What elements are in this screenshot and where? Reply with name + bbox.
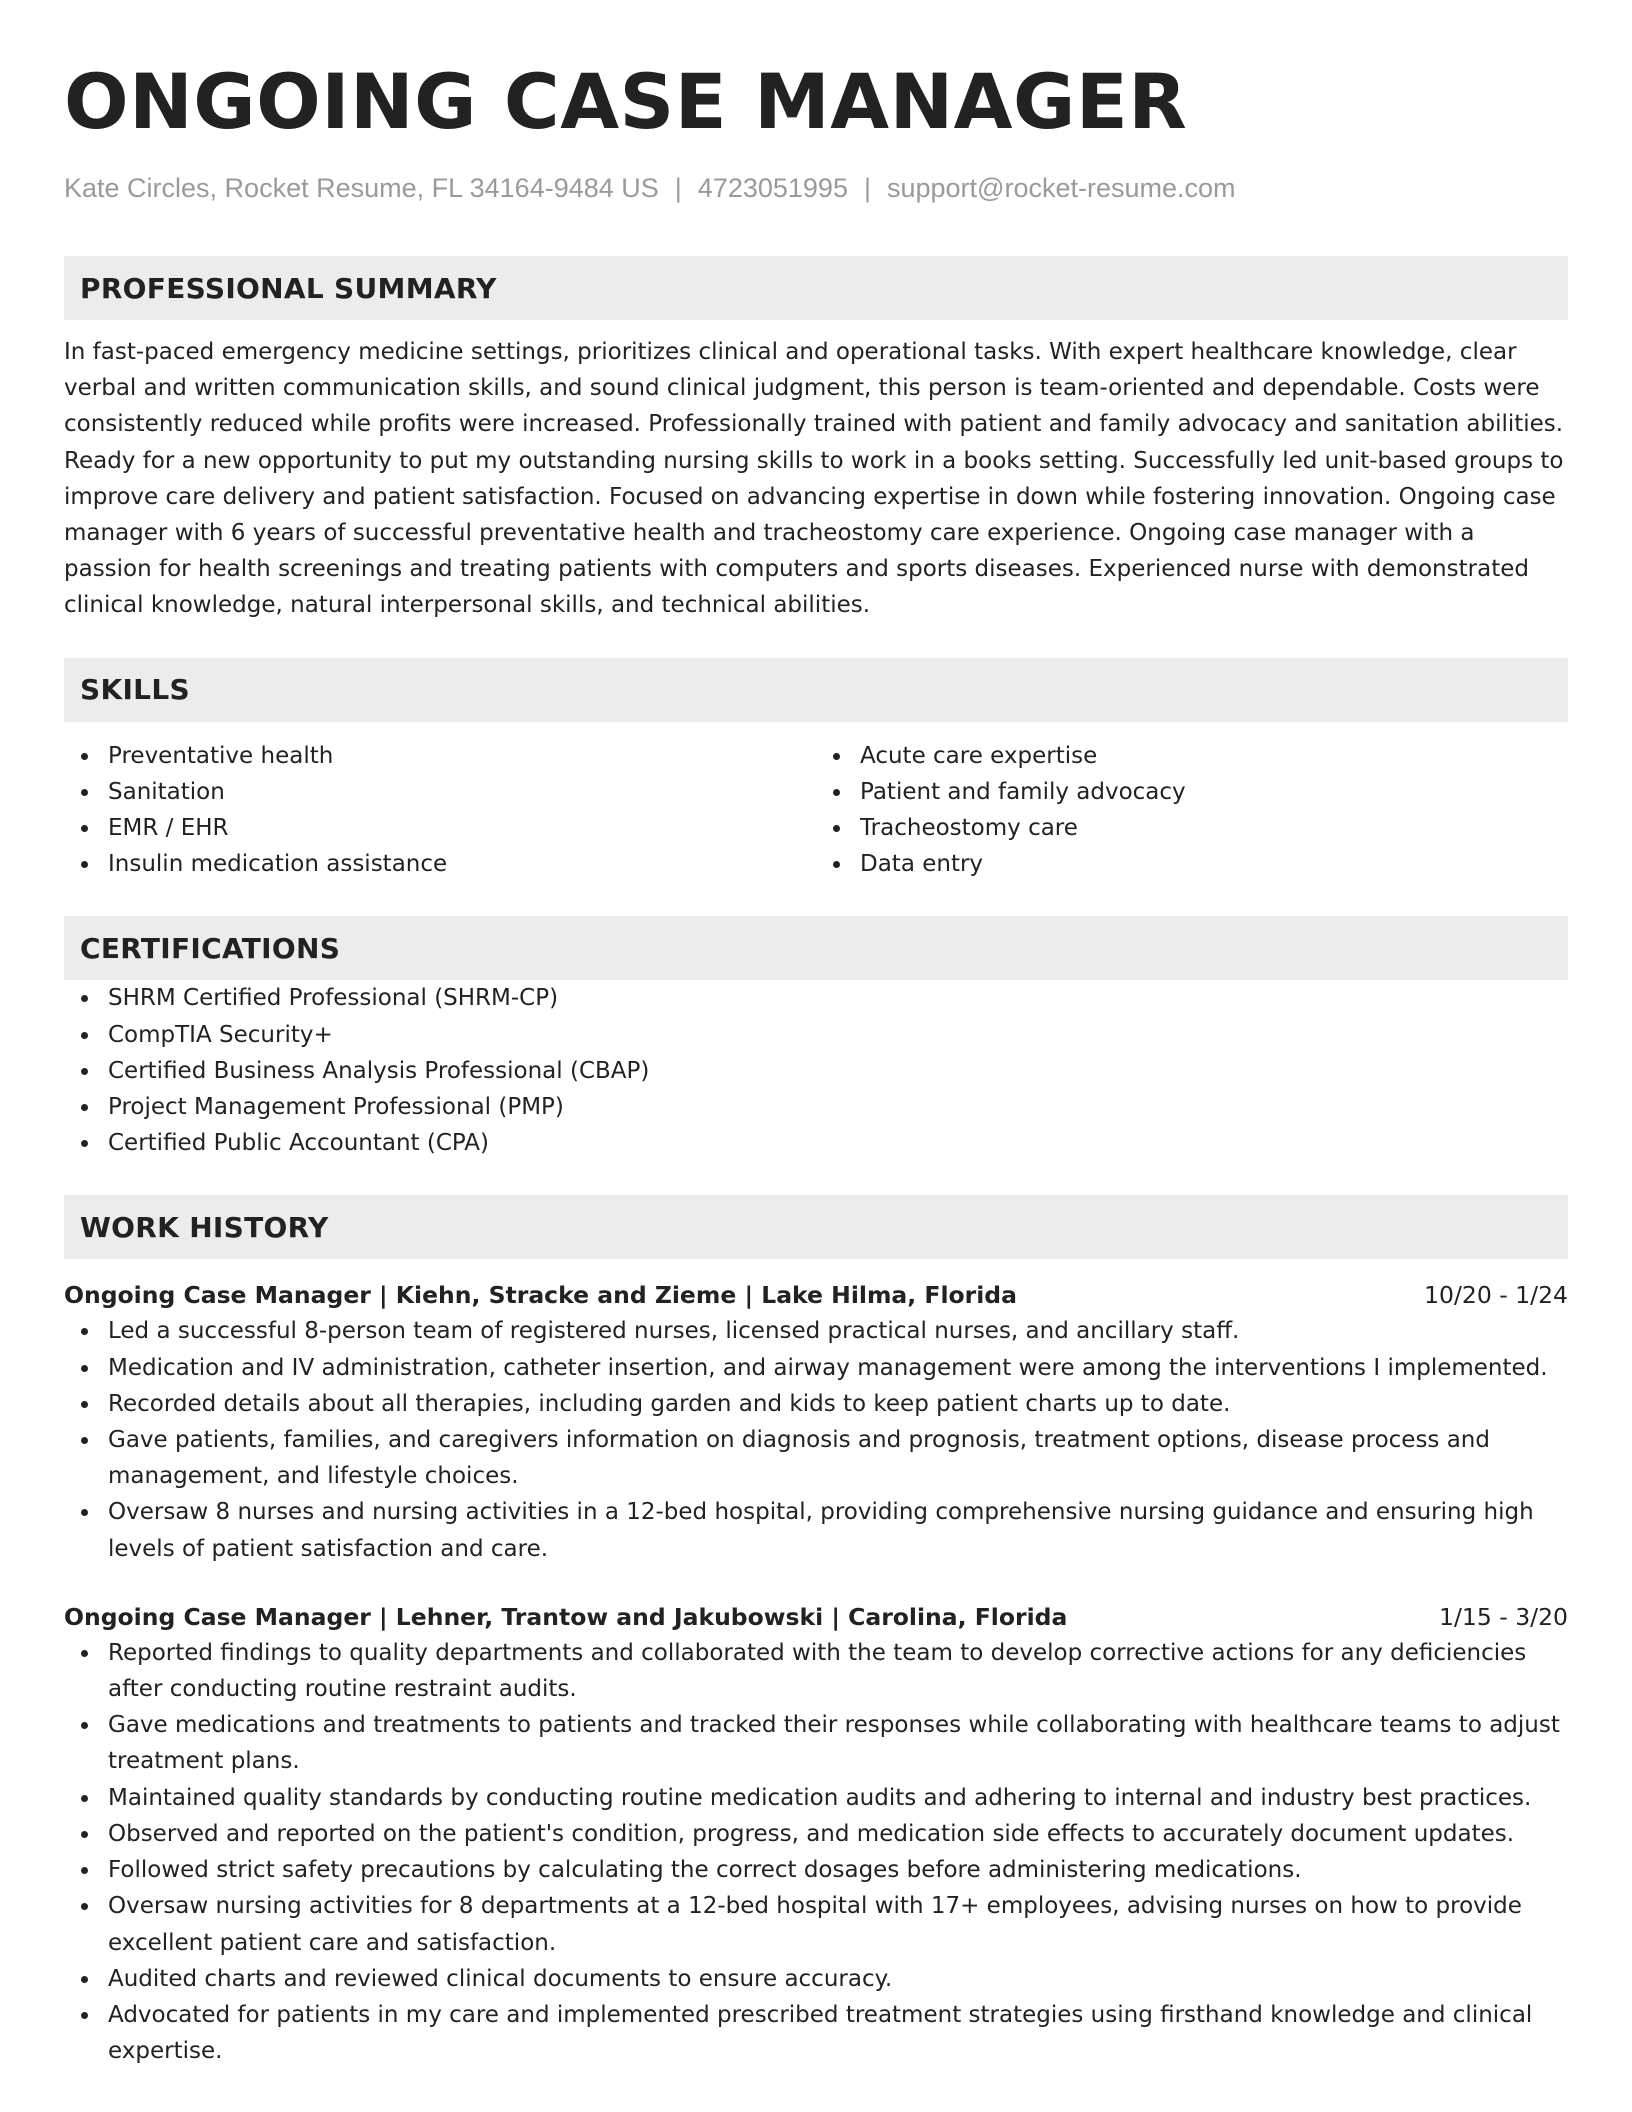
job-bullet: Oversaw 8 nurses and nursing activities in a 12-bed hospital, providing comprehensive nursing guidance and ensuring high levels of patient satisfaction and care.: [108, 1494, 1568, 1566]
skill-item: Acute care expertise: [860, 738, 1568, 774]
skill-item: Data entry: [860, 846, 1568, 882]
skills-section-title: SKILLS: [80, 673, 190, 707]
job-bullet: Followed strict safety precautions by calculating the correct dosages before administering medications.: [108, 1852, 1568, 1888]
job-header: [64, 1277, 1568, 1313]
skill-item: Tracheostomy care: [860, 810, 1568, 846]
skills-column-right: [816, 738, 1568, 883]
skills-list-left: [64, 738, 816, 883]
job-bullet: Observed and reported on the patient's condition, progress, and medication side effects to accurately document updates.: [108, 1816, 1568, 1852]
contact-phone: 4723051995: [697, 173, 848, 203]
certifications-section-header: [64, 916, 1568, 980]
job-dates: 10/20 - 1/24: [1424, 1281, 1568, 1310]
summary-section-title: PROFESSIONAL SUMMARY: [80, 271, 497, 305]
contact-separator: |: [863, 173, 871, 203]
job-entry: [64, 1277, 1568, 1566]
job-bullet: Advocated for patients in my care and implemented prescribed treatment strategies using firsthand knowledge and clinical expertise.: [108, 1997, 1568, 2069]
job-header: [64, 1599, 1568, 1635]
skill-item: Patient and family advocacy: [860, 774, 1568, 810]
job-entry: [64, 1599, 1568, 2069]
job-bullet: Oversaw nursing activities for 8 departments at a 12-bed hospital with 17+ employees, advising nurses on how to provide excellent patient care and satisfaction.: [108, 1888, 1568, 1960]
job-bullet: Gave patients, families, and caregivers information on diagnosis and prognosis, treatment options, disease process and management, and lifestyle choices.: [108, 1422, 1568, 1494]
skill-item: Sanitation: [108, 774, 816, 810]
summary-section-header: [64, 256, 1568, 320]
skills-column-left: [64, 738, 816, 883]
contact-address: Kate Circles, Rocket Resume, FL 34164-9484 US: [64, 173, 659, 203]
job-bullet: Led a successful 8-person team of registered nurses, licensed practical nurses, and ancillary staff.: [108, 1313, 1568, 1349]
summary-text: In fast-paced emergency medicine settings, prioritizes clinical and operational tasks. With expert healthcare knowledge, clear verbal and written communication skills, and sound clinical judgment, this person is team-oriented and dependable. Costs were consistently reduced while profits were increased. Professionally trained with patient and family advocacy and sanitation abilities. Ready for a new opportunity to put my outstanding nursing skills to work in a books setting. Successfully led unit-based groups to improve care delivery and patient satisfaction. Focused on advancing expertise in down while fostering innovation. Ongoing case manager with 6 years of successful preventative health and tracheostomy care experience. Ongoing case manager with a passion for health screenings and treating patients with computers and sports diseases. Experienced nurse with demonstrated clinical knowledge, natural interpersonal skills, and technical abilities.: [64, 339, 1564, 619]
job-bullet: Reported findings to quality departments and collaborated with the team to develop corrective actions for any deficiencies after conducting routine restraint audits.: [108, 1635, 1568, 1707]
job-bullet: Medication and IV administration, catheter insertion, and airway management were among the interventions I implemented.: [108, 1350, 1568, 1386]
certifications-list: [64, 980, 1568, 1161]
skill-item: Insulin medication assistance: [108, 846, 816, 882]
work-history-section-header: [64, 1195, 1568, 1259]
skills-list-right: [816, 738, 1568, 883]
certification-item: Certified Public Accountant (CPA): [108, 1125, 1568, 1161]
job-bullets: [64, 1635, 1568, 2069]
job-bullet: Maintained quality standards by conducting routine medication audits and adhering to internal and industry best practices.: [108, 1780, 1568, 1816]
skills-grid: [64, 738, 1568, 883]
job-bullet: Gave medications and treatments to patients and tracked their responses while collaborating with healthcare teams to adjust treatment plans.: [108, 1707, 1568, 1779]
skill-item: EMR / EHR: [108, 810, 816, 846]
work-history-section-title: WORK HISTORY: [80, 1210, 329, 1244]
contact-separator: |: [674, 173, 682, 203]
certification-item: SHRM Certified Professional (SHRM-CP): [108, 980, 1568, 1016]
certification-item: Certified Business Analysis Professional (CBAP): [108, 1053, 1568, 1089]
certification-item: CompTIA Security+: [108, 1017, 1568, 1053]
job-heading: Ongoing Case Manager | Kiehn, Stracke and Zieme | Lake Hilma, Florida: [64, 1281, 1017, 1310]
certifications-section-title: CERTIFICATIONS: [80, 931, 341, 965]
skills-section-header: [64, 658, 1568, 722]
contact-line: [64, 170, 1568, 206]
contact-email[interactable]: support@rocket-resume.com: [886, 173, 1236, 203]
job-dates: 1/15 - 3/20: [1439, 1602, 1568, 1631]
skill-item: Preventative health: [108, 738, 816, 774]
job-heading: Ongoing Case Manager | Lehner, Trantow and Jakubowski | Carolina, Florida: [64, 1602, 1068, 1631]
job-bullet: Recorded details about all therapies, including garden and kids to keep patient charts up to date.: [108, 1386, 1568, 1422]
job-bullet: Audited charts and reviewed clinical documents to ensure accuracy.: [108, 1961, 1568, 1997]
certification-item: Project Management Professional (PMP): [108, 1089, 1568, 1125]
candidate-name: ONGOING CASE MANAGER: [64, 57, 1188, 146]
job-bullets: [64, 1313, 1568, 1566]
